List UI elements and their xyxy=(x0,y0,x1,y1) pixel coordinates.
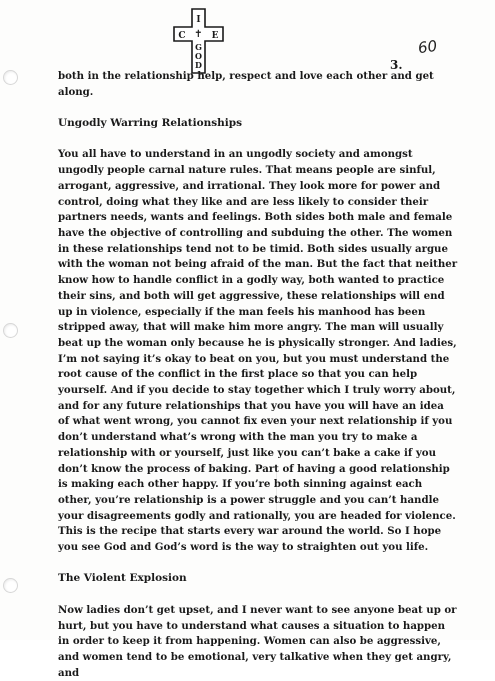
page-number: 3. xyxy=(390,58,403,72)
binder-hole-middle xyxy=(3,323,18,338)
block-spacer xyxy=(58,587,458,603)
emblem-letter-d: D xyxy=(195,60,202,70)
emblem-letter-right: E xyxy=(211,31,219,41)
heading-the-violent-explosion: The Violent Explosion xyxy=(58,572,187,585)
emblem-letter-o: O xyxy=(195,51,202,61)
paragraph-violent-explosion: Now ladies don’t get upset, and I never want to see anyone beat up or hurt, but you have to understand what causes a situation to happen in order to keep it from happening. Women can also be aggressive, and women tend to be emotional, very talkative when they get angry, and xyxy=(58,603,457,679)
emblem-letter-g: G xyxy=(195,42,202,52)
document-body xyxy=(58,69,458,681)
block-spacer xyxy=(58,556,458,572)
handwritten-page-number: 60 xyxy=(416,36,439,58)
block-spacer xyxy=(58,132,458,148)
block-spacer xyxy=(58,100,458,116)
emblem-letter-left: C xyxy=(178,31,186,41)
emblem-letter-top: I xyxy=(196,15,201,25)
paragraph-ungodly-relationships: You all have to understand in an ungodly society and amongst ungodly people carnal nature rules. That means people are sinful, arrogant, aggressive, and irrational. They look more for power and control, doing what they like and are less likely to consider their partners needs, wants and feelings. Both sides both male and female have the objective of controlling and subduing the other. The women in these relationships tend not to be timid. Both sides usually argue with the woman not being afraid of the man. But the fact that neither know how to handle conflict in a godly way, both wanted to practice their sins, and both will get aggressive, these relationships will end up in violence, especially if the man feels his manhood has been stripped away, that will make him more angry. The man will usually beat up the woman only because he is physically stronger. And ladies, I’m not saying it’s okay to beat on you, but you must understand the root cause of the conflict in the first place so that you can help yourself. And if you decide to stay together which I truly worry about, and for any future relationships that you have you will have an idea of what went wrong, you cannot fix even your next relationship if you don’t understand what’s wrong with the man you try to make a relationship with or yourself, just like you can’t bake a cake if you don’t know the process of baking. Part of having a good relationship is making each other happy. If you’re both sinning against each other, you’re relationship is a power struggle and you can’t handle your disagreements godly and rationally, you are headed for violence. This is the recipe that starts every war around the world. So I hope you see God and God’s word is the way to straighten out you life. xyxy=(58,148,458,554)
svg-text:✝: ✝ xyxy=(194,29,203,40)
continuation-paragraph: both in the relationship help, respect and love each other and get along. xyxy=(58,70,434,98)
heading-ungodly-warring-relationships: Ungodly Warring Relationships xyxy=(58,117,243,130)
binder-hole-bottom xyxy=(3,578,18,593)
